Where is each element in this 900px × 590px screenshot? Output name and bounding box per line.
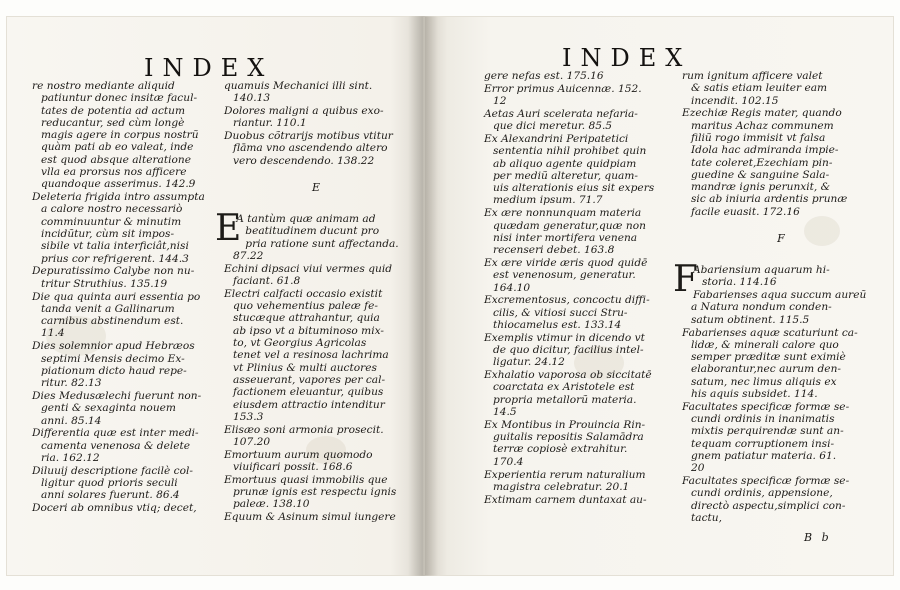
index-entry: rum ignitum afficere valet & satis etiam leuiter eam incendit. 102.15	[682, 70, 828, 107]
index-entry: Differentia quæ est inter medi- camenta venenosa & delete ria. 162.12	[32, 427, 199, 464]
index-entry-initial	[673, 259, 880, 301]
index-entry: Elisæo soni armonia prosecit. 107.20	[224, 423, 384, 448]
index-entry: re nostro mediante aliquid patiuntur donec insitæ facul- tates de potentia ad actum reducantur, sed cùm longè magis agere in corpus nostrũ quàm pati ab eo valeat, inde est quod absque alteratione vlla ea prorsus nos afficere quandoque asserimus. 142.9	[32, 80, 199, 191]
drop-cap-f: F	[673, 259, 698, 301]
right-page	[424, 16, 894, 576]
section-letter-e: E	[311, 181, 321, 195]
left-column-2-entries	[224, 263, 408, 524]
right-column-2-entries	[682, 289, 880, 524]
index-entry: Dies Medusælechi fuerunt non- genti & sexaginta nouem anni. 85.14	[32, 389, 202, 427]
index-entry: Electri calfacti occasio existit quo vehementius paleæ fe- stucæque attrahantur, quia ab ipso vt a bituminoso mix- to, vt Georgius Agricolas tenet vel a resinosa lachrima vt Plinius & multi auctores asseuerant, vapores per cal- factionem eleuantur, quibus eiusdem attractio intenditur 153.3	[224, 287, 389, 423]
index-entry: Ex Alexandrini Peripatetici sententia nihil prohibet quin ab aliquo agente quidpiam per mediũ alteretur, quam- uis alterationis eius sit expers medium ipsum. 71.7	[484, 132, 655, 207]
index-entry: Depuratissimo Calybe non nu- tritur Struthius. 135.19	[32, 265, 195, 290]
left-column-2-top	[224, 80, 408, 167]
index-entry: Doceri ab omnibus vtiq; decet,	[32, 502, 197, 515]
index-entry: Aetas Auri scelerata nefaria- que dici meretur. 85.5	[484, 107, 638, 133]
left-page	[6, 16, 424, 576]
index-entry: Excrementosus, concoctu diffi- cilis, & vitiosi succi Stru- thiocamelus est. 133.14	[484, 294, 650, 331]
drop-cap-e: E	[215, 208, 242, 250]
index-entry: Experientia rerum naturalium magistra celebratur. 20.1	[484, 468, 646, 493]
index-entry: Ezechiæ Regis mater, quando maritus Achaz communem filiũ rogo immisit vt falsa Idola hac admiranda impie- tate coleret,Ezechiam pin- guedine & sanguine Sala- mandræ ignis perunxit, & sic ab iniuria ardentis prunæ facile euasit. 172.16	[682, 107, 848, 218]
index-entry: Fabarienses aquæ scaturiunt ca- lidæ, & minerali calore quo semper præditæ sunt eximiè elaborantur,nec aurum den- satum, nec limus aliquis ex his aquis subsidet. 114.	[682, 326, 858, 401]
index-entry-text: Abariensium aquarum hi- storia. 114.16	[692, 264, 830, 289]
index-entry: Ex ære nonnunquam materia quædam generatur,quæ non nisi inter mortifera venena recenseri debet. 163.8	[484, 207, 646, 257]
index-entry: Dolores maligni a quibus exo- riantur. 110.1	[224, 105, 384, 130]
index-entry: Facultates specificæ formæ se- cundi ordinis in inanimatis mixtis perquirendæ sunt an- tequam corruptionem insi- gnem patiatur materia. 61. 20	[682, 400, 850, 475]
index-entry: Exhalatio vaporosa ob siccitatē coarctata ex Aristotele est propria metallorũ materia. 14.5	[484, 369, 652, 419]
catchword: B b	[804, 531, 832, 544]
index-entry: Fabarienses aqua succum aureũ a Natura nondum conden- satum obtinent. 115.5	[691, 289, 867, 326]
index-entry: Die qua quinta auri essentia po tanda venit a Gallinarum carnibus abstinendum est. 11.4	[32, 290, 201, 340]
index-entry: Facultates specificæ formæ se- cundi ordinis, appensione, directò aspectu,simplici con- tactu,	[682, 475, 850, 524]
index-entry: Ex Montibus in Prouincia Rin- guitalis repositis Salamādra terræ copiosè extrahitur. 170.4	[484, 418, 646, 468]
index-entry: Dies solemnior apud Hebræos septimi Mensis decimo Ex- piationum dicto haud repe- ritur. 82.13	[32, 340, 195, 390]
index-entry: Deleteria frigida intro assumpta a calore nostro necessariò comminuuntur & minutim incidũtur, cùm sit impos- sibile vt talia interficiât,nisi prius cor refrigerent. 144.3	[32, 191, 205, 265]
right-column-2-top	[682, 70, 880, 218]
right-column-2	[673, 70, 880, 525]
index-entry: Error primus Auicennæ. 152. 12	[484, 82, 642, 108]
index-entry: Diluuij descriptione facilè col- ligitur quod prioris seculi anni solares fuerunt. 86.4	[32, 464, 193, 502]
index-entry: Emortuum aurum quomodo viuificari possit. 168.6	[224, 448, 373, 474]
index-entry: Echini dipsaci viui vermes quid faciant. 61.8	[224, 262, 393, 288]
right-column-1	[484, 70, 686, 506]
left-column-1	[32, 80, 227, 515]
index-entry: Duobus cõtrarijs motibus vtitur flāma vno ascendendo altero vero descendendo. 138.22	[224, 130, 393, 167]
index-entry-text: A tantùm quæ animam ad beatitudinem ducunt pro pria ratione sunt affectanda. 87.22	[233, 213, 399, 262]
index-entry: Emortuus quasi immobilis que prunæ ignis est respectu ignis paleæ. 138.10	[224, 473, 397, 511]
index-entry-initial	[215, 208, 408, 262]
section-letter-f: F	[777, 232, 785, 246]
index-entry: quamuis Mechanici illi sint. 140.13	[224, 80, 373, 105]
page-heading-right: INDEX	[562, 44, 692, 72]
left-column-2	[215, 80, 408, 524]
index-entry: Exemplis vtimur in dicendo vt de quo dicitur, facilius intel- ligatur. 24.12	[484, 331, 645, 369]
index-entry: Equum & Asinum simul iungere	[224, 511, 396, 524]
index-entry: Extimam carnem duntaxat au-	[484, 493, 647, 506]
index-entry: gere nefas est. 175.16	[484, 70, 604, 82]
page-heading-left: INDEX	[144, 54, 274, 82]
index-entry: Ex ære viride æris quod quidē est venenosum, generatur. 164.10	[484, 256, 648, 294]
book-gutter	[408, 16, 438, 576]
